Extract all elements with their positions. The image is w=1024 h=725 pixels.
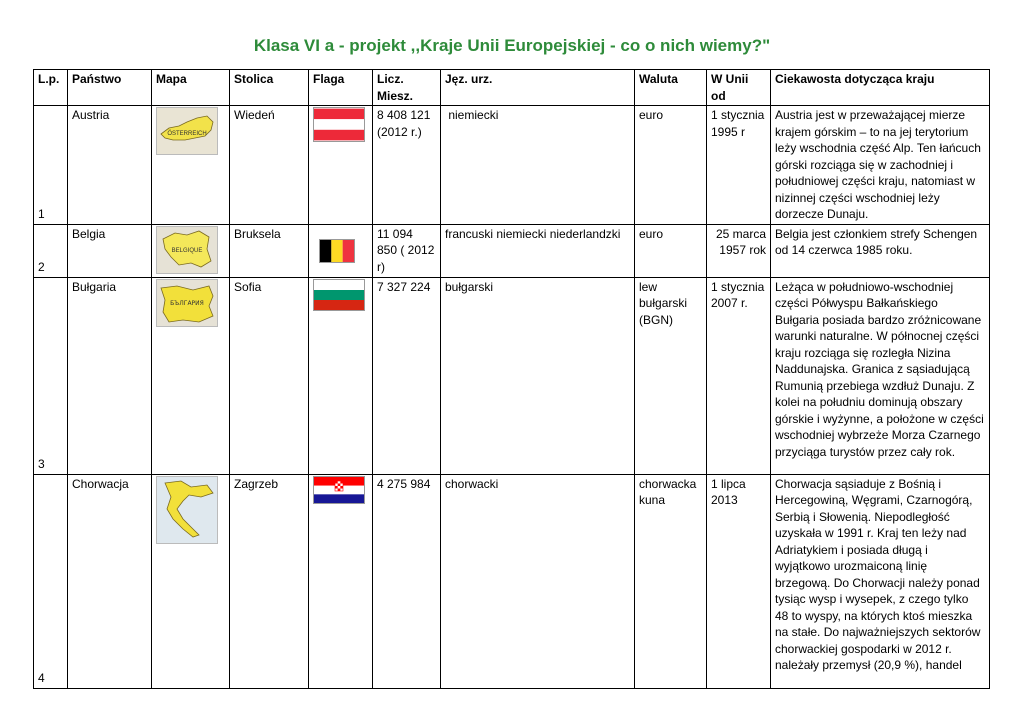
currency-value: euro bbox=[635, 106, 707, 225]
language-value: niemiecki bbox=[441, 106, 635, 225]
eu-since-value: 1 stycznia 2007 r. bbox=[707, 277, 771, 474]
capital-name: Bruksela bbox=[230, 224, 309, 277]
fact-text: Austria jest w przeważającej mierze krajem górskim – to na jej terytorium leży wschodnia część Alp. Ten łańcuch górski rozciąga się w zachodniej i południowej części kraju, natomiast w nizinnej części wschodniej leży dorzecze Dunaju. bbox=[771, 106, 990, 225]
population-value: 4 275 984 bbox=[373, 474, 441, 688]
croatia-map-image bbox=[156, 476, 218, 544]
austria-flag-icon bbox=[313, 107, 365, 142]
language-value: bułgarski bbox=[441, 277, 635, 474]
map-cell bbox=[152, 474, 230, 688]
country-name: Bułgaria bbox=[68, 277, 152, 474]
header-eu-since: W Unii od bbox=[707, 70, 771, 106]
population-value: 8 408 121 (2012 r.) bbox=[373, 106, 441, 225]
map-cell bbox=[152, 277, 230, 474]
belgium-flag-icon bbox=[319, 239, 355, 263]
flag-cell bbox=[309, 106, 373, 225]
header-country: Państwo bbox=[68, 70, 152, 106]
table-row bbox=[34, 277, 990, 474]
row-number: 4 bbox=[34, 474, 68, 688]
capital-name: Sofia bbox=[230, 277, 309, 474]
croatia-flag-icon bbox=[313, 476, 365, 504]
bulgaria-map-image bbox=[156, 279, 218, 327]
currency-value: euro bbox=[635, 224, 707, 277]
header-fact: Ciekawosta dotycząca kraju bbox=[771, 70, 990, 106]
row-number: 2 bbox=[34, 224, 68, 277]
document-title: Klasa VI a - projekt ,,Kraje Unii Europejskiej - co o nich wiemy?" bbox=[253, 36, 771, 55]
austria-map-image bbox=[156, 107, 218, 155]
language-value: chorwacki bbox=[441, 474, 635, 688]
eu-since-value: 1 stycznia 1995 r bbox=[707, 106, 771, 225]
row-number: 3 bbox=[34, 277, 68, 474]
currency-value: chorwacka kuna bbox=[635, 474, 707, 688]
belgium-map-image bbox=[156, 226, 218, 274]
header-population: Licz. Miesz. bbox=[373, 70, 441, 106]
flag-cell bbox=[309, 474, 373, 688]
table-row bbox=[34, 474, 990, 688]
austria-map-label: ÖSTERREICH bbox=[167, 131, 207, 137]
table-row bbox=[34, 224, 990, 277]
map-cell bbox=[152, 224, 230, 277]
belgium-map-label: BELGIQUE bbox=[171, 247, 203, 254]
bulgaria-flag-icon bbox=[313, 279, 365, 311]
country-name: Belgia bbox=[68, 224, 152, 277]
header-lp: L.p. bbox=[34, 70, 68, 106]
eu-since-value: 25 marca 1957 rok bbox=[707, 224, 771, 277]
population-value: 11 094 850 ( 2012 r) bbox=[373, 224, 441, 277]
fact-text: Chorwacja sąsiaduje z Bośnią i Hercegowiną, Węgrami, Czarnogórą, Serbią i Słowenią. Niepodległość uzyskała w 1991 r. Kraj ten leży nad Adriatykiem i posiada długą i wyjątkowo urozmaiconą linię brzegową. Do Chorwacji należy ponad tysiąc wysp i wysepek, z czego tylko 48 to wyspy, na których ktoś mieszka na stałe. Do najważniejszych sektorów chorwackiej gospodarki w 2012 r. należały przemysł (20,9 %), handel bbox=[771, 474, 990, 688]
bulgaria-map-label: БЪЛГАРИЯ bbox=[170, 299, 204, 307]
currency-value: lew bułgarski (BGN) bbox=[635, 277, 707, 474]
header-flag: Flaga bbox=[309, 70, 373, 106]
fact-text: Leżąca w południowo-wschodniej części Półwyspu Bałkańskiego Bułgaria posiada bardzo zróżnicowane warunki naturalne. W północnej części kraju rozciąga się rozległa Nizina Naddunajska. Granica z sąsiadującą Rumunią przebiega wzdłuż Dunaju. Z kolei na południu dominują obszary górskie i wyżynne, a położone w części wschodniej wybrzeże Morza Czarnego przyciąga turystów przez cały rok. bbox=[771, 277, 990, 474]
language-value: francuski niemiecki niederlandzki bbox=[441, 224, 635, 277]
header-map: Mapa bbox=[152, 70, 230, 106]
flag-cell bbox=[309, 277, 373, 474]
table-row bbox=[34, 106, 990, 225]
fact-text: Belgia jest członkiem strefy Schengen od 14 czerwca 1985 roku. bbox=[771, 224, 990, 277]
population-value: 7 327 224 bbox=[373, 277, 441, 474]
table-header-row bbox=[34, 70, 990, 106]
eu-since-value: 1 lipca 2013 bbox=[707, 474, 771, 688]
country-name: Chorwacja bbox=[68, 474, 152, 688]
map-cell bbox=[152, 106, 230, 225]
row-number: 1 bbox=[34, 106, 68, 225]
country-name: Austria bbox=[68, 106, 152, 225]
capital-name: Wiedeń bbox=[230, 106, 309, 225]
header-language: Jęz. urz. bbox=[441, 70, 635, 106]
eu-countries-table bbox=[33, 69, 990, 689]
header-currency: Waluta bbox=[635, 70, 707, 106]
header-capital: Stolica bbox=[230, 70, 309, 106]
capital-name: Zagrzeb bbox=[230, 474, 309, 688]
flag-cell bbox=[309, 224, 373, 277]
